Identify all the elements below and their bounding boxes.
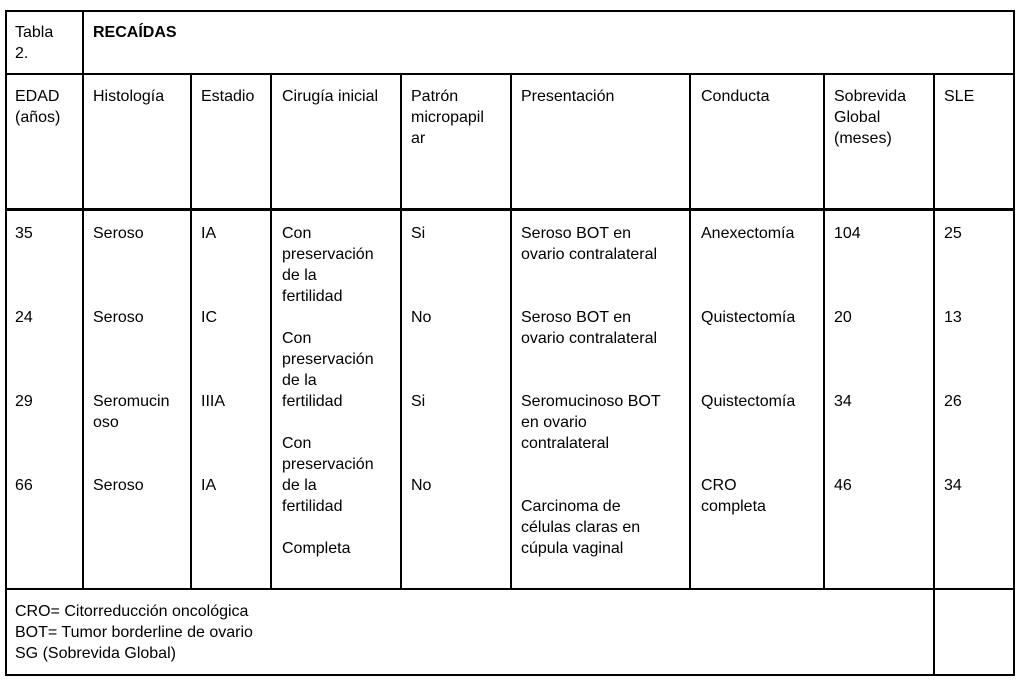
cell-estadio: IA bbox=[201, 477, 217, 494]
column-divider bbox=[400, 73, 402, 589]
cell-sle: 26 bbox=[944, 393, 962, 410]
column-divider bbox=[933, 73, 935, 676]
column-divider bbox=[689, 73, 691, 589]
column-divider bbox=[823, 73, 825, 589]
cell-edad: 35 bbox=[15, 225, 33, 242]
header-cirugia-inicial: Cirugía inicial bbox=[282, 88, 379, 105]
header-sobrevida-global: Sobrevida Global (meses) bbox=[834, 88, 907, 147]
header-conducta: Conducta bbox=[701, 88, 770, 105]
column-divider bbox=[82, 10, 84, 589]
cell-conducta: CRO completa bbox=[701, 477, 766, 515]
cell-sle: 25 bbox=[944, 225, 962, 242]
cell-patron: No bbox=[411, 309, 432, 326]
table-title: RECAÍDAS bbox=[93, 24, 177, 41]
cell-presentacion: Seroso BOT en ovario contralateral bbox=[521, 309, 658, 347]
cell-estadio: IIIA bbox=[201, 393, 226, 410]
cell-conducta: Quistectomía bbox=[701, 309, 796, 326]
cell-sle: 34 bbox=[944, 477, 962, 494]
table-border-bottom bbox=[5, 674, 1015, 676]
table-label: Tabla 2. bbox=[15, 24, 54, 62]
cell-sobrevida: 104 bbox=[834, 225, 861, 242]
header-estadio: Estadio bbox=[201, 88, 255, 105]
column-divider bbox=[270, 73, 272, 589]
cirugia-inicial-column: Con preservación de la fertilidad Con preservación de la fertilidad Con preservación de la fertilidad Completa bbox=[282, 225, 374, 557]
column-divider bbox=[190, 73, 192, 589]
cell-patron: Si bbox=[411, 393, 426, 410]
cell-histologia: Seroso bbox=[93, 477, 144, 494]
cell-edad: 29 bbox=[15, 393, 33, 410]
table-border-left bbox=[5, 10, 7, 676]
cell-edad: 66 bbox=[15, 477, 33, 494]
recaidas-table bbox=[5, 10, 1015, 676]
column-divider bbox=[510, 73, 512, 589]
cell-presentacion: Seroso BOT en ovario contralateral bbox=[521, 225, 658, 263]
cell-estadio: IA bbox=[201, 225, 217, 242]
header-edad: EDAD (años) bbox=[15, 88, 61, 126]
header-presentacion: Presentación bbox=[521, 88, 615, 105]
table-border-right bbox=[1013, 10, 1015, 676]
cell-patron: No bbox=[411, 477, 432, 494]
cell-sobrevida: 20 bbox=[834, 309, 852, 326]
cell-edad: 24 bbox=[15, 309, 33, 326]
cell-presentacion: Seromucinoso BOT en ovario contralateral bbox=[521, 393, 661, 452]
cell-sobrevida: 34 bbox=[834, 393, 852, 410]
table-border-top bbox=[5, 10, 1015, 12]
cell-sle: 13 bbox=[944, 309, 962, 326]
cell-histologia: Seromucin oso bbox=[93, 393, 170, 431]
table-footnotes: CRO= Citorreducción oncológica BOT= Tumor borderline de ovario SG (Sobrevida Global) bbox=[15, 603, 253, 662]
cell-estadio: IC bbox=[201, 309, 217, 326]
cell-sobrevida: 46 bbox=[834, 477, 852, 494]
cell-conducta: Anexectomía bbox=[701, 225, 795, 242]
header-sle: SLE bbox=[944, 88, 975, 105]
cell-conducta: Quistectomía bbox=[701, 393, 796, 410]
header-histologia: Histología bbox=[93, 88, 165, 105]
cell-presentacion: Carcinoma de células claras en cúpula vaginal bbox=[521, 498, 641, 557]
header-patron-micropapilar: Patrón micropapil ar bbox=[411, 88, 484, 147]
cell-patron: Si bbox=[411, 225, 426, 242]
cell-histologia: Seroso bbox=[93, 225, 144, 242]
cell-histologia: Seroso bbox=[93, 309, 144, 326]
